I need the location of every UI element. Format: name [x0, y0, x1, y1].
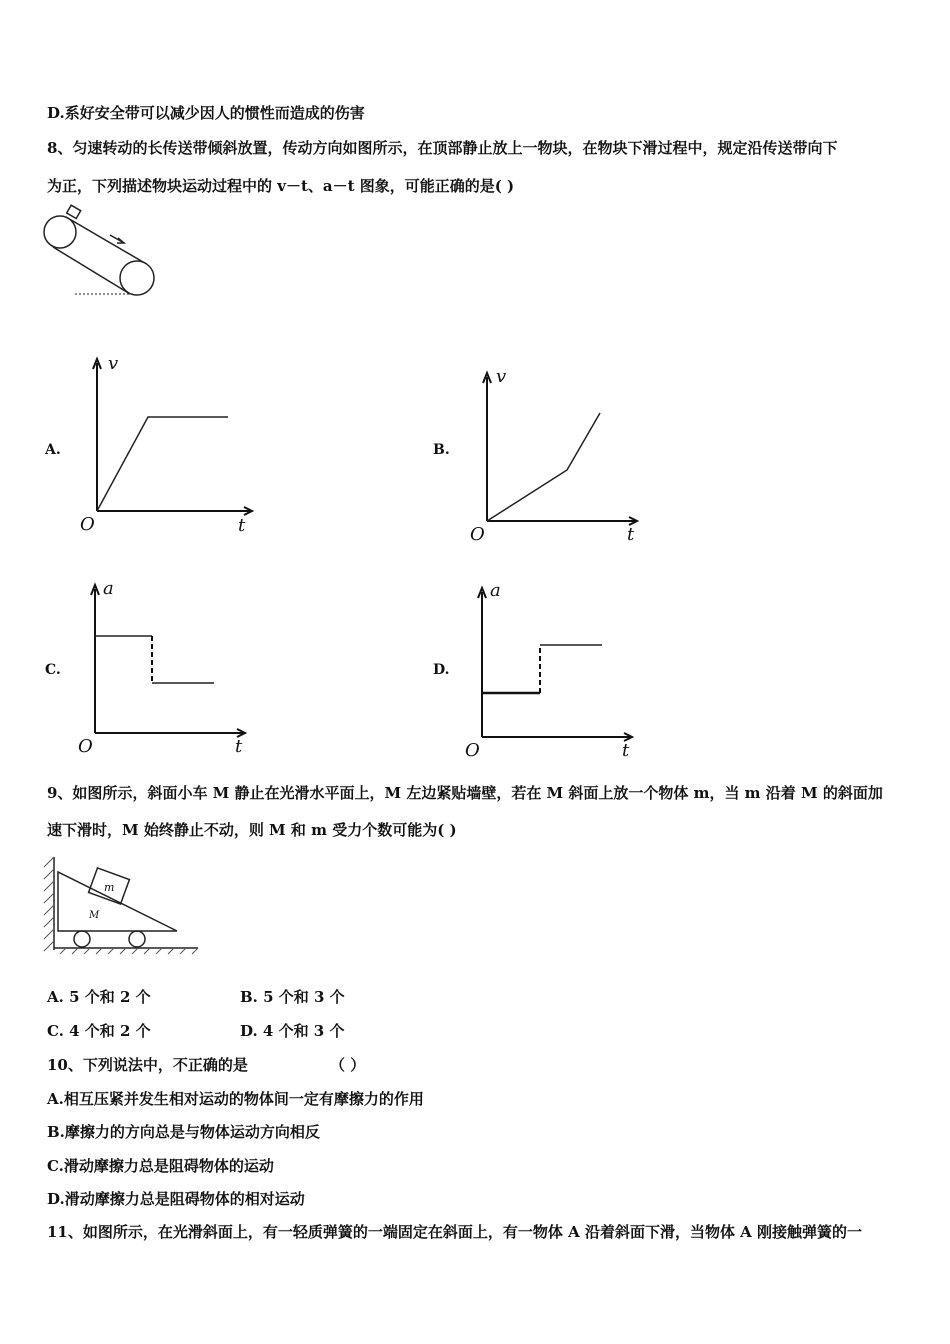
cart-label: M: [89, 910, 100, 921]
graph-a-label: A.: [45, 442, 61, 458]
graph-a-y-label: v: [108, 353, 119, 374]
graph-b: [470, 365, 655, 545]
q9-option-c: C. 4 个和 2 个: [47, 1022, 151, 1040]
graph-d-y-label: a: [490, 580, 501, 601]
q9-option-d: D. 4 个和 3 个: [240, 1022, 345, 1040]
incline-cart-figure: [40, 855, 205, 955]
graph-c-label: C.: [45, 662, 61, 678]
graph-b-label: B.: [433, 442, 450, 458]
q11-stem-line1: 11、如图所示，在光滑斜面上，有一轻质弹簧的一端固定在斜面上，有一物体 A 沿着斜面下滑，当物体 A 刚接触弹簧的一: [47, 1223, 863, 1241]
q10-option-d: D.滑动摩擦力总是阻碍物体的相对运动: [47, 1190, 305, 1208]
q10-option-a: A.相互压紧并发生相对运动的物体间一定有摩擦力的作用: [47, 1090, 424, 1108]
q10-option-b: B.摩擦力的方向总是与物体运动方向相反: [47, 1123, 320, 1141]
graph-c-y-label: a: [103, 578, 114, 599]
q9-option-b: B. 5 个和 3 个: [240, 988, 345, 1006]
q10-paren: （ ）: [330, 1056, 366, 1074]
graph-d-label: D.: [433, 662, 450, 678]
graph-c-x-label: t: [235, 736, 243, 757]
graph-c-origin: O: [78, 736, 93, 757]
q10-stem: 10、下列说法中，不正确的是: [47, 1056, 248, 1074]
q7-option-d: D.系好安全带可以减少因人的惯性而造成的伤害: [47, 104, 365, 122]
q8-stem-line1: 8、匀速转动的长传送带倾斜放置，传动方向如图所示，在顶部静止放上一物块，在物块下滑过程中，规定沿传送带向下: [47, 139, 838, 157]
q8-stem-line2: 为正，下列描述物块运动过程中的 v－t、a－t 图象，可能正确的是( ): [47, 177, 515, 195]
graph-d-x-label: t: [622, 740, 630, 761]
conveyor-belt-figure: [40, 205, 170, 300]
graph-d: [465, 578, 650, 763]
graph-b-x-label: t: [627, 524, 635, 545]
graph-b-y-label: v: [496, 366, 507, 387]
q9-option-a: A. 5 个和 2 个: [47, 988, 151, 1006]
q9-stem-line2: 速下滑时，M 始终静止不动，则 M 和 m 受力个数可能为( ): [47, 821, 457, 839]
q9-stem-line1: 9、如图所示，斜面小车 M 静止在光滑水平面上，M 左边紧贴墙壁，若在 M 斜面上放一个物体 m，当 m 沿着 M 的斜面加: [47, 784, 883, 802]
graph-b-origin: O: [470, 524, 485, 545]
graph-a-origin: O: [80, 514, 95, 535]
graph-a-x-label: t: [238, 515, 246, 536]
q10-option-c: C.滑动摩擦力总是阻碍物体的运动: [47, 1157, 274, 1175]
small-block-label: m: [104, 881, 115, 894]
graph-a: [80, 355, 270, 535]
graph-c: [78, 575, 263, 760]
graph-d-origin: O: [465, 740, 480, 761]
